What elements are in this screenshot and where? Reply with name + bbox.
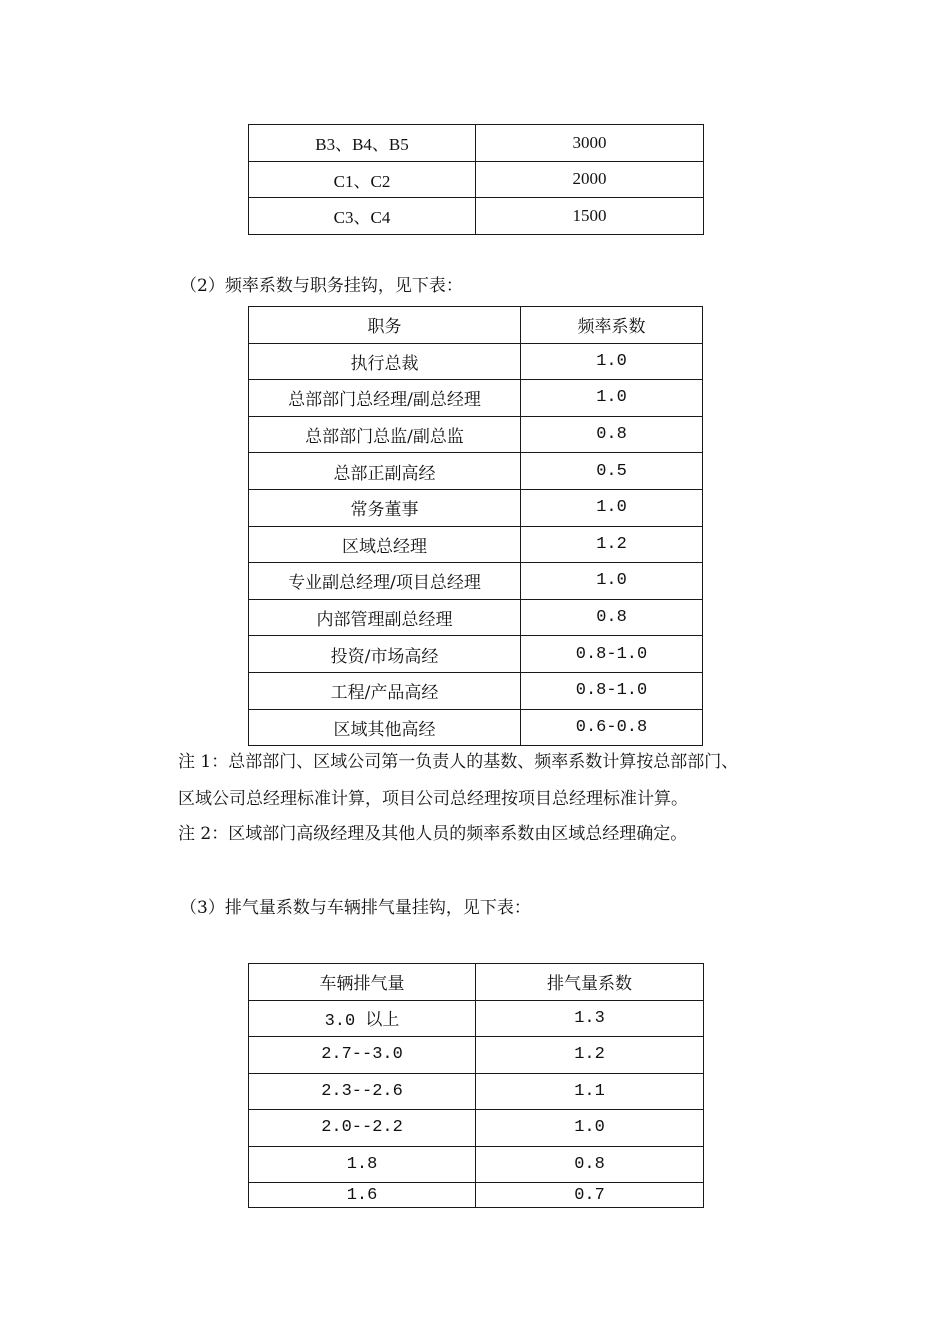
position-cell: 执行总裁	[249, 343, 521, 380]
grade-cell: B3、B4、B5	[249, 125, 476, 162]
note-2: 注 2：区域部门高级经理及其他人员的频率系数由区域总经理确定。	[178, 824, 688, 844]
column-header-frequency: 频率系数	[521, 307, 703, 344]
column-header-displacement: 车辆排气量	[249, 964, 476, 1001]
section-3-heading: （3）排气量系数与车辆排气量挂钩，见下表：	[180, 898, 531, 918]
table-row	[249, 125, 704, 162]
coef-cell: 0.6-0.8	[521, 709, 703, 746]
position-cell: 总部正副高经	[249, 453, 521, 490]
table-row	[249, 380, 703, 417]
position-cell: 常务董事	[249, 489, 521, 526]
coef-cell: 1.0	[521, 380, 703, 417]
frequency-coefficient-table	[248, 306, 703, 746]
coef-cell: 1.0	[521, 563, 703, 600]
coef-cell: 1.0	[476, 1110, 704, 1147]
coef-cell: 1.1	[476, 1073, 704, 1110]
grade-cell: C3、C4	[249, 198, 476, 235]
table-row	[249, 198, 704, 235]
base-cell: 3000	[476, 125, 704, 162]
position-cell: 总部部门总监/副总监	[249, 416, 521, 453]
grade-cell: C1、C2	[249, 161, 476, 198]
table-row	[249, 563, 703, 600]
coef-cell: 1.0	[521, 343, 703, 380]
table-row	[249, 416, 703, 453]
table-row	[249, 489, 703, 526]
coef-cell: 1.2	[521, 526, 703, 563]
position-cell: 区域总经理	[249, 526, 521, 563]
position-cell: 区域其他高经	[249, 709, 521, 746]
coef-cell: 0.8	[521, 416, 703, 453]
note-1-line-1: 注 1：总部部门、区域公司第一负责人的基数、频率系数计算按总部部门、	[178, 752, 739, 772]
table-row	[249, 1073, 704, 1110]
coef-cell: 1.2	[476, 1037, 704, 1074]
table-header-row	[249, 964, 704, 1001]
displacement-cell: 2.3--2.6	[249, 1073, 476, 1110]
displacement-cell: 3.0 以上	[249, 1000, 476, 1037]
table-row	[249, 672, 703, 709]
table-row	[249, 1110, 704, 1147]
position-cell: 内部管理副总经理	[249, 599, 521, 636]
table-row	[249, 343, 703, 380]
coef-cell: 0.8	[521, 599, 703, 636]
table-row	[249, 599, 703, 636]
base-cell: 1500	[476, 198, 704, 235]
displacement-cell: 2.0--2.2	[249, 1110, 476, 1147]
section-2-heading: （2）频率系数与职务挂钩，见下表：	[180, 276, 463, 296]
coef-cell: 0.8-1.0	[521, 636, 703, 673]
base-cell: 2000	[476, 161, 704, 198]
table-header-row	[249, 307, 703, 344]
displacement-cell: 1.8	[249, 1146, 476, 1183]
displacement-cell: 2.7--3.0	[249, 1037, 476, 1074]
table-row	[249, 161, 704, 198]
displacement-cell: 1.6	[249, 1183, 476, 1208]
column-header-displacement-coef: 排气量系数	[476, 964, 704, 1001]
table-row	[249, 1037, 704, 1074]
table-row	[249, 453, 703, 490]
table-row	[249, 709, 703, 746]
coef-cell: 0.8-1.0	[521, 672, 703, 709]
column-header-position: 职务	[249, 307, 521, 344]
position-cell: 投资/市场高经	[249, 636, 521, 673]
coef-cell: 1.0	[521, 489, 703, 526]
table-row	[249, 526, 703, 563]
position-cell: 总部部门总经理/副总经理	[249, 380, 521, 417]
note-1-line-2: 区域公司总经理标准计算，项目公司总经理按项目总经理标准计算。	[178, 789, 688, 809]
table-row	[249, 1000, 704, 1037]
coef-cell: 0.7	[476, 1183, 704, 1208]
table-row	[249, 1146, 704, 1183]
coef-cell: 0.5	[521, 453, 703, 490]
table-row	[249, 636, 703, 673]
position-cell: 工程/产品高经	[249, 672, 521, 709]
coef-cell: 0.8	[476, 1146, 704, 1183]
coef-cell: 1.3	[476, 1000, 704, 1037]
displacement-coefficient-table	[248, 963, 704, 1208]
table-row	[249, 1183, 704, 1208]
base-amount-table	[248, 124, 704, 235]
position-cell: 专业副总经理/项目总经理	[249, 563, 521, 600]
